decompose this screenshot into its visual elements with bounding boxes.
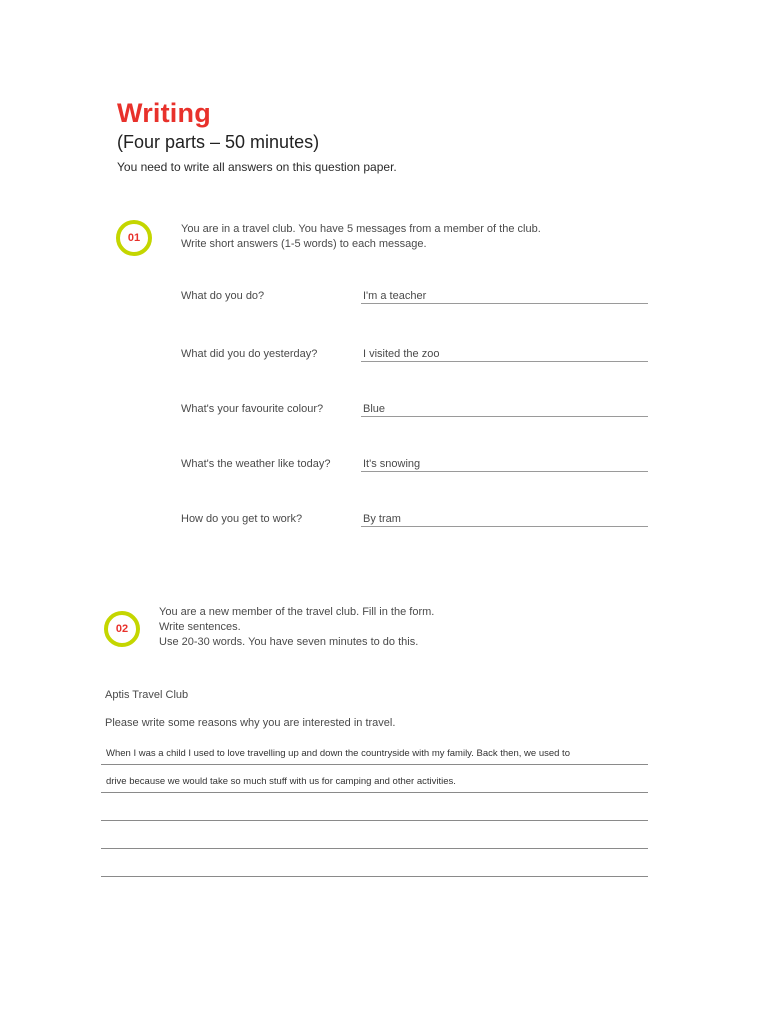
answer-field-5[interactable]: By tram xyxy=(361,512,648,527)
writing-line-3 xyxy=(101,820,648,821)
form-prompt: Please write some reasons why you are interested in travel. xyxy=(105,717,396,729)
page-subtitle: (Four parts – 50 minutes) xyxy=(117,132,320,152)
part-2-instruction-line: Write sentences. xyxy=(159,621,241,633)
part-2-instruction-line: You are a new member of the travel club. Fill in the form. xyxy=(159,606,435,618)
question-3: What's your favourite colour? xyxy=(181,403,324,415)
part-2-instructions xyxy=(159,605,434,650)
part-1-instruction-line: You are in a travel club. You have 5 messages from a member of the club. xyxy=(181,223,541,235)
page-intro: You need to write all answers on this question paper. xyxy=(117,160,397,174)
part-2-number: 02 xyxy=(115,623,129,635)
question-5: How do you get to work? xyxy=(181,513,303,525)
part-1-badge xyxy=(116,220,152,256)
writing-line-4 xyxy=(101,848,648,849)
writing-line-1 xyxy=(101,764,648,765)
answer-field-1[interactable]: I'm a teacher xyxy=(361,289,648,304)
question-4: What's the weather like today? xyxy=(181,458,331,470)
part-2-instruction-line: Use 20-30 words. You have seven minutes to do this. xyxy=(159,636,419,648)
part-1-instruction-line: Write short answers (1-5 words) to each message. xyxy=(181,238,427,250)
question-2: What did you do yesterday? xyxy=(181,348,318,360)
page-title: Writing xyxy=(117,98,211,128)
part-1-number: 01 xyxy=(127,232,141,244)
answer-field-2[interactable]: I visited the zoo xyxy=(361,347,648,362)
part-2-badge xyxy=(104,611,140,647)
writing-line-5 xyxy=(101,876,648,877)
writing-line-2 xyxy=(101,792,648,793)
question-1: What do you do? xyxy=(181,290,265,302)
part-1-instructions xyxy=(181,222,541,252)
form-title: Aptis Travel Club xyxy=(105,689,189,701)
writing-line-text-2[interactable]: drive because we would take so much stuff with us for camping and other activities. xyxy=(106,776,456,787)
writing-line-text-1[interactable]: When I was a child I used to love travelling up and down the countryside with my family. Back then, we used to xyxy=(106,748,570,759)
answer-field-4[interactable]: It's snowing xyxy=(361,457,648,472)
answer-field-3[interactable]: Blue xyxy=(361,402,648,417)
